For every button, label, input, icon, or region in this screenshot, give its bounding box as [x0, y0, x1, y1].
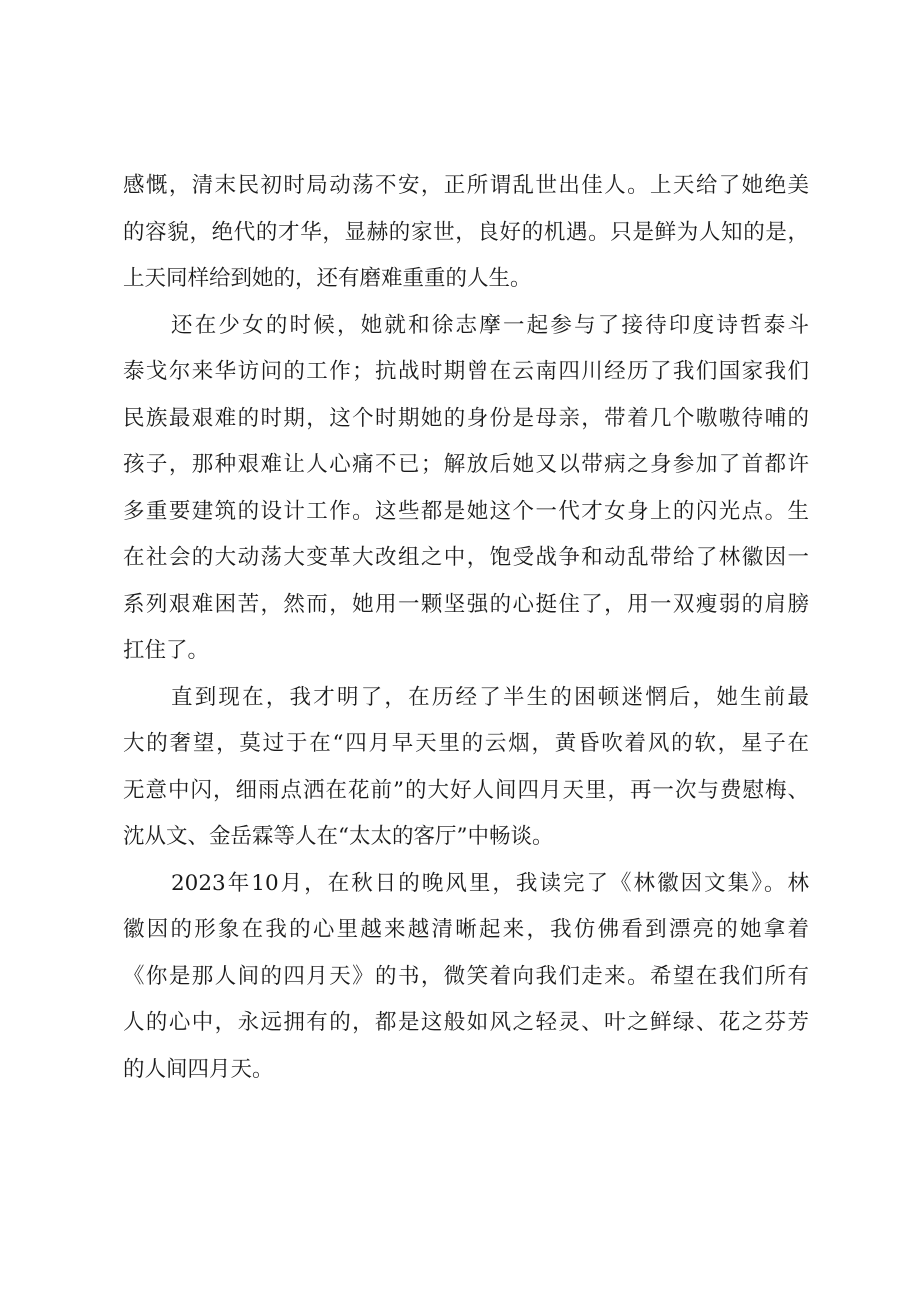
- text-line: 的人间四月天。: [123, 1056, 274, 1082]
- text-line: 的容貌，绝代的才华，显赫的家世，良好的机遇。只是鲜为人知的是，: [123, 219, 809, 245]
- text-line: 民族最艰难的时期，这个时期她的身份是母亲，带着几个嗷嗷待哺的: [123, 405, 809, 431]
- text-line: 人的心中，永远拥有的，都是这般如风之轻灵、叶之鲜绿、花之芬芳: [123, 1010, 809, 1035]
- text-line: 大的奢望，莫过于在“四月早天里的云烟，黄昏吹着风的软，星子在: [123, 731, 809, 756]
- text-line: 扛住了。: [123, 638, 210, 663]
- text-line: 2023年10月，在秋日的晚风里，我读完了《林徽因文集》。林: [171, 870, 809, 896]
- paragraph-2: [123, 303, 809, 675]
- text-line: 《你是那人间的四月天》的书，微笑着向我们走来。希望在我们所有: [123, 963, 809, 989]
- text-line: 系列艰难困苦，然而，她用一颗坚强的心挺住了，用一双瘦弱的肩膀: [123, 591, 809, 617]
- text-line: 无意中闪，细雨点洒在花前”的大好人间四月天里，再一次与费慰梅、: [123, 777, 809, 803]
- text-line: 感慨，清末民初时局动荡不安，正所谓乱世出佳人。上天给了她绝美: [123, 173, 809, 198]
- text-line: 上天同样给到她的，还有磨难重重的人生。: [123, 266, 532, 291]
- paragraph-4: [123, 861, 809, 1094]
- text-line: 徽因的形象在我的心里越来越清晰起来，我仿佛看到漂亮的她拿着: [123, 917, 809, 942]
- body-text: [123, 163, 809, 1093]
- text-line: 直到现在，我才明了，在历经了半生的困顿迷惘后，她生前最: [171, 684, 809, 710]
- text-line: 孩子，那种艰难让人心痛不已；解放后她又以带病之身参加了首都许: [123, 452, 809, 477]
- text-line: 多重要建筑的设计工作。这些都是她这个一代才女身上的闪光点。生: [123, 498, 809, 524]
- text-line: 沈从文、金岳霖等人在“太太的客厅”中畅谈。: [123, 824, 554, 849]
- text-line: 在社会的大动荡大变革大改组之中，饱受战争和动乱带给了林徽因一: [123, 545, 809, 570]
- paragraph-1: [123, 163, 809, 303]
- text-line: 泰戈尔来华访问的工作；抗战时期曾在云南四川经历了我们国家我们: [123, 359, 809, 384]
- text-line: 还在少女的时候，她就和徐志摩一起参与了接待印度诗哲泰斗: [171, 312, 809, 338]
- paragraph-3: [123, 675, 809, 861]
